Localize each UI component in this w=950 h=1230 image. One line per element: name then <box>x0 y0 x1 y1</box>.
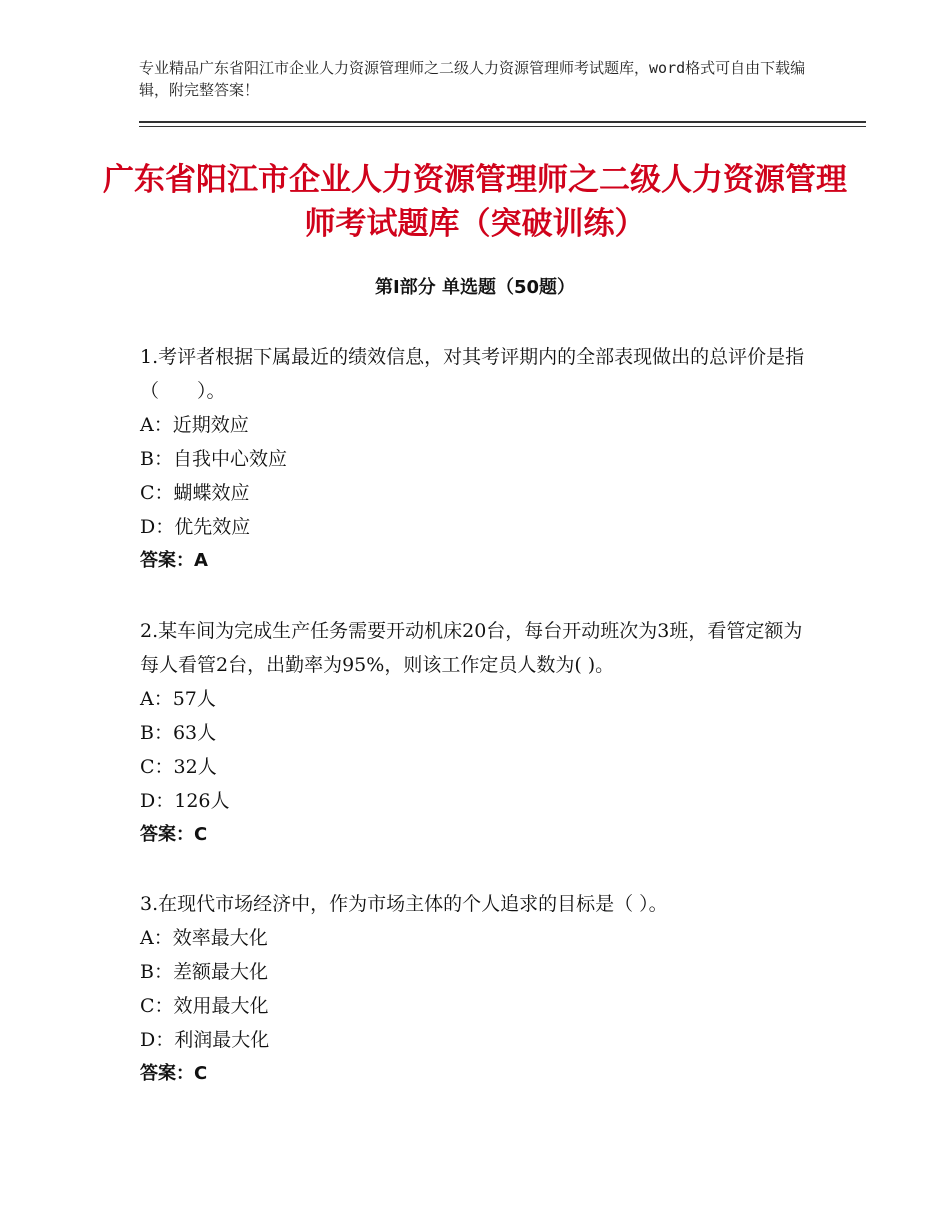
option-a: A：效率最大化 <box>140 927 268 949</box>
option-b: B：63人 <box>140 722 217 744</box>
header-note: 专业精品广东省阳江市企业人力资源管理师之二级人力资源管理师考试题库，word格式可自由下载编辑，附完整答案！ <box>139 59 806 99</box>
option-b: B：差额最大化 <box>140 961 268 983</box>
option-c: C：蝴蝶效应 <box>140 482 250 504</box>
option-a: A：近期效应 <box>140 414 249 436</box>
section-title: 第Ⅰ部分 单选题（50题） <box>374 277 575 298</box>
answer: 答案：C <box>140 1063 208 1084</box>
question-3 <box>140 887 820 1091</box>
option-b: B：自我中心效应 <box>140 448 287 470</box>
header-rule-thick <box>139 121 866 123</box>
option-d: D：126人 <box>140 790 230 812</box>
option-a: A：57人 <box>140 688 216 710</box>
option-d: D：优先效应 <box>140 516 251 538</box>
option-c: C：效用最大化 <box>140 995 269 1017</box>
answer: 答案：C <box>140 824 208 845</box>
option-c: C：32人 <box>140 756 217 778</box>
question-1 <box>140 340 820 578</box>
question-stem: 3.在现代市场经济中，作为市场主体的个人追求的目标是（ ）。 <box>140 893 668 915</box>
question-stem: 2.某车间为完成生产任务需要开动机床20台，每台开动班次为3班，看管定额为每人看管2台，出勤率为95%，则该工作定员人数为( )。 <box>140 620 803 676</box>
document-title: 广东省阳江市企业人力资源管理师之二级人力资源管理师考试题库（突破训练） <box>103 162 847 242</box>
question-2 <box>140 614 820 852</box>
header-rule-thin <box>139 126 866 127</box>
option-d: D：利润最大化 <box>140 1029 270 1051</box>
answer: 答案：A <box>140 550 208 571</box>
question-stem: 1.考评者根据下属最近的绩效信息，对其考评期内的全部表现做出的总评价是指（ ）。 <box>140 346 805 402</box>
